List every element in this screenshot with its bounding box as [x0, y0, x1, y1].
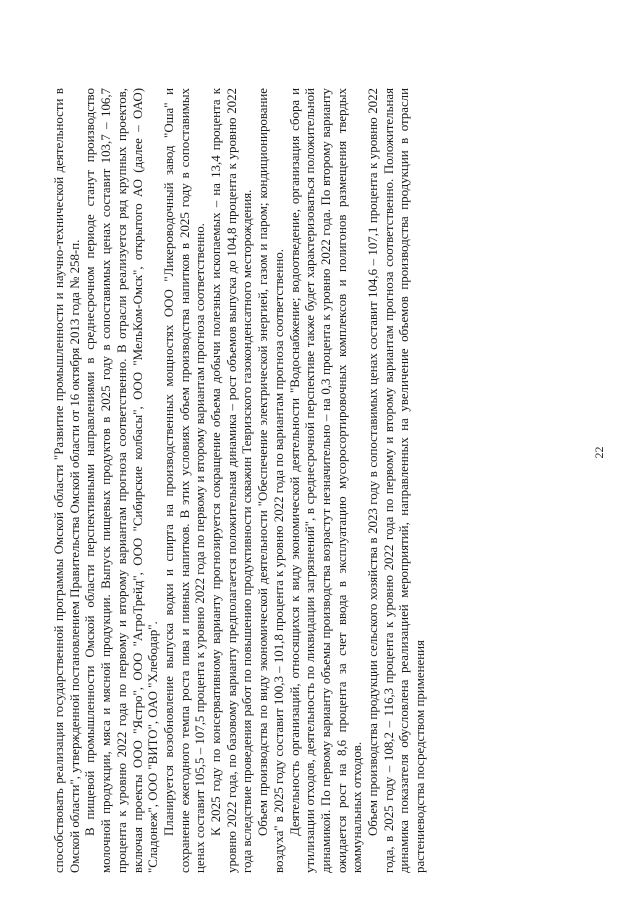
paragraph-beverages: Планируется возобновление выпуска водки и спирта на производственных мощностях ООО "Ликероводочный завод "Оша" и сохранение ежегодного темпа роста пива и пивных напитков. В этих условиях объем производства напитков в 2025 году в сопоставимых ценах составит 105,5 – 107,5 процента к уровню 2022 года по первому и второму вариантам прогноза соответственно.	[161, 88, 208, 873]
paragraph-water-waste: Деятельность организаций, относящихся к виду экономической деятельности "Водоснабжение; водоотведение, организация сбора и утилизации отходов, деятельность по ликвидации загрязнений", в среднесрочной перспективе также будет характеризоваться положительной динамикой. По первому варианту объемы производства возрастут незначительно – на 0,3 процента к уровню 2022 года. По второму варианту ожидается рост на 8,6 процента за счет ввода в эксплуатацию мусоросортировочных комплексов и полигонов размещения твердых коммунальных отходов.	[287, 88, 365, 873]
paragraph-program-continuation: способствовать реализация государственной программы Омской области "Развитие промышленности и научно-технической деятельности в Омской области", утвержденной постановлением Правительства Омской области от 16 октября 2013 года № 258-п.	[52, 88, 82, 873]
paragraph-food-industry: В пищевой промышленности Омской области перспективными направлениями в среднесрочном периоде станут производство молочной продукции, мяса и мясной продукции. Выпуск пищевых продуктов в 2025 году в сопоставимых ценах составит 103,7 – 106,7 процента к уровню 2022 года по первому и второму вариантам прогноза соответственно. В отрасли реализуется ряд крупных проектов, включая проекты ООО "Ястро", ООО "АгроТрейд", ООО "Сибирские колбасы", ООО "МельКом-Омск", открытого АО (далее – ОАО) "Сладонеж", ООО "ВИТО", ОАО "Хлебодар".	[83, 88, 161, 873]
paragraph-mining: К 2025 году по консервативному варианту прогнозируется сокращение объема добычи полезных ископаемых – на 13,4 процента к уровню 2022 года, по базовому варианту предполагается положительная динамика – рост объемов выпуска до 104,8 процента к уровню 2022 года вследствие проведения работ по повышению продуктивности скважин Тевризского газоконденсатного месторождения.	[209, 88, 255, 873]
paragraph-agriculture: Объем производства продукции сельского хозяйства в 2023 году в сопоставимых ценах составит 104,6 – 107,1 процента к уровню 2022 года, в 2025 году – 108,2 – 116,3 процента к уровню 2022 года по первому и второму вариантам прогноза соответственно. Положительная динамика показателя обусловлена реализацией мероприятий, направленных на увеличение объемов производства продукции в отрасли растениеводства посредством применения	[366, 88, 428, 873]
paragraph-energy-supply: Объем производства по виду экономической деятельности "Обеспечение электрической энергией, газом и паром; кондиционирование воздуха" в 2025 году составит 100,3 – 101,8 процента к уровню 2022 года по вариантам прогноза соответственно.	[256, 88, 286, 873]
page-number: 22	[592, 446, 606, 459]
document-body	[52, 88, 429, 873]
